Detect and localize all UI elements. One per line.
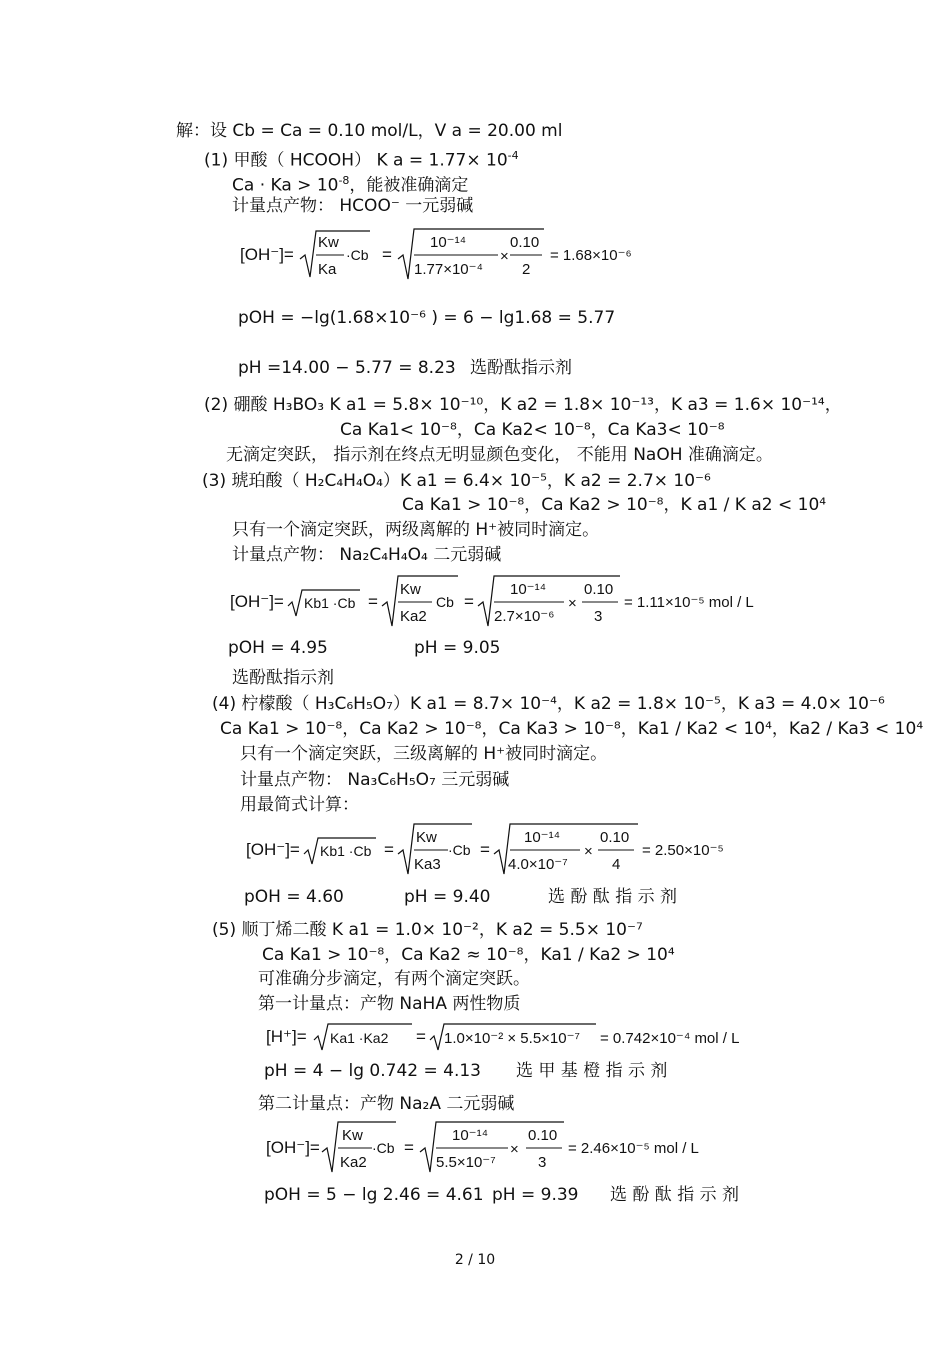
eq3-d: 3 [594,608,603,625]
part4-poh: pOH = 4.60 [244,887,344,907]
part5-conditions: Ca Ka1 > 10⁻⁸，Ca Ka2 ≈ 10⁻⁸，Ka1 / Ka2 > 10⁴ [262,945,675,965]
part1-condition-exp: -8 [338,174,350,187]
part5-stepwise: 可准确分步滴定，有两个滴定突跃。 [258,969,530,989]
part5-second-point: 第二计量点：产物 Na₂A 二元弱碱 [258,1094,515,1114]
eq3-num: 10⁻¹⁴ [510,581,547,598]
eq3-equals2: = [464,592,474,611]
equation-1 [238,225,658,290]
eq5a-inner2: 1.0×10⁻² × 5.5×10⁻⁷ [444,1030,580,1047]
equation-3 [228,572,788,637]
eq5a-equals: = [416,1027,426,1046]
eq5a-lhs: [H⁺]= [266,1027,307,1046]
eq4-result: = 2.50×10⁻⁵ [642,842,724,859]
part1-heading-exp: -4 [507,149,519,162]
part4-indicator: 选 酚 酞 指 示 剂 [548,887,678,907]
eq5b-d: 3 [538,1154,547,1171]
part3-conditions: Ca Ka1 > 10⁻⁸，Ca Ka2 > 10⁻⁸，K a1 / K a2 < 10⁴ [402,495,827,515]
eq4-cb: ·Cb [448,842,471,858]
part5-ph2: pH = 9.39 [492,1185,579,1205]
part1-indicator: 选酚酞指示剂 [470,358,572,378]
eq5b-den: 5.5×10⁻⁷ [436,1154,496,1171]
eq1-lhs: [OH⁻]= [240,245,294,264]
part1-product: 计量点产物： HCOO⁻ 一元弱碱 [232,196,474,216]
part3-indicator: 选酚酞指示剂 [232,668,334,688]
eq1-times: × [500,248,509,265]
part1-condition-a: Ca · Ka > 10 [232,175,339,196]
eq1-num: 10⁻¹⁴ [430,234,467,251]
eq4-equals1: = [384,840,394,859]
eq4-times: × [584,843,593,860]
part4-heading: (4) 柠檬酸（ H₃C₆H₅O₇）K a1 = 8.7× 10⁻⁴，K a2 = 1.8× 10⁻⁵，K a3 = 4.0× 10⁻⁶ [212,694,885,714]
part5-heading: (5) 顺丁烯二酸 K a1 = 1.0× 10⁻²，K a2 = 5.5× 10⁻⁷ [212,920,643,940]
part4-conditions: Ca Ka1 > 10⁻⁸，Ca Ka2 > 10⁻⁸，Ca Ka3 > 10⁻⁸，Ka1 / Ka2 < 10⁴，Ka2 / Ka3 < 10⁴ [220,719,924,739]
eq4-d: 4 [612,856,621,873]
part3-product: 计量点产物： Na₂C₄H₄O₄ 二元弱碱 [232,545,502,565]
part4-jump: 只有一个滴定突跃，三级离解的 H⁺被同时滴定。 [240,744,608,764]
equation-5b [264,1118,764,1183]
eq4-equals2: = [480,840,490,859]
eq5b-times: × [510,1141,519,1158]
eq1-ka: Ka [318,261,337,278]
part5-indicator1: 选 甲 基 橙 指 示 剂 [516,1061,668,1081]
part2-heading: (2) 硼酸 H₃BO₃ K a1 = 5.8× 10⁻¹⁰，K a2 = 1.8× 10⁻¹³，K a3 = 1.6× 10⁻¹⁴， [204,395,842,415]
part3-ph: pH = 9.05 [414,638,501,658]
part1-condition-b: ，能被准确滴定 [349,175,469,196]
part5-first-point: 第一计量点：产物 NaHA 两性物质 [258,994,521,1014]
eq3-equals1: = [368,592,378,611]
part4-product: 计量点产物： Na₃C₆H₅O₇ 三元弱碱 [240,770,510,790]
part2-conditions: Ca Ka1< 10⁻⁸，Ca Ka2< 10⁻⁸，Ca Ka3< 10⁻⁸ [340,420,725,440]
eq1-d: 2 [522,261,531,278]
eq5a-inner1: Ka1 ·Ka2 [330,1030,389,1046]
part1-condition [232,171,468,196]
part1-ph: pH =14.00 − 5.77 = 8.23 [238,358,456,378]
part4-method: 用最简式计算： [240,795,359,815]
part1-poh: pOH = −lg(1.68×10⁻⁶ ) = 6 − lg1.68 = 5.77 [238,308,616,328]
equation-4 [244,820,744,885]
eq3-cb: Cb [436,594,454,610]
intro-line: 解：设 Cb = Ca = 0.10 mol/L，V a = 20.00 ml [176,121,563,141]
eq4-ka: Ka3 [414,856,441,873]
eq1-kw: Kw [318,234,339,251]
part4-ph: pH = 9.40 [404,887,491,907]
part3-poh: pOH = 4.95 [228,638,328,658]
eq4-lhs: [OH⁻]= [246,840,300,859]
eq3-ka: Ka2 [400,608,427,625]
eq5b-num: 10⁻¹⁴ [452,1127,489,1144]
eq1-den: 1.77×10⁻⁴ [414,261,484,278]
eq1-equals: = [382,245,392,264]
eq1-cb: ·Cb [346,247,369,263]
eq5b-c: 0.10 [528,1127,558,1144]
part3-heading: (3) 琥珀酸（ H₂C₄H₄O₄）K a1 = 6.4× 10⁻⁵，K a2 = 2.7× 10⁻⁶ [202,471,711,491]
eq5b-ka: Ka2 [340,1154,367,1171]
eq5a-result: = 0.742×10⁻⁴ mol / L [600,1030,740,1047]
eq4-kw: Kw [416,829,437,846]
part1-heading-text: (1) 甲酸（ HCOOH） K a = 1.77× 10 [204,150,508,171]
eq4-c: 0.10 [600,829,630,846]
eq3-result: = 1.11×10⁻⁵ mol / L [624,594,754,611]
eq4-den: 4.0×10⁻⁷ [508,856,568,873]
eq5b-result: = 2.46×10⁻⁵ mol / L [568,1140,699,1157]
eq4-kb: Kb1 ·Cb [320,843,372,859]
part1-heading [204,146,519,171]
part5-poh2: pOH = 5 − lg 2.46 = 4.61 [264,1185,484,1205]
part5-ph1: pH = 4 − lg 0.742 = 4.13 [264,1061,481,1081]
eq5b-kw: Kw [342,1127,363,1144]
eq4-num: 10⁻¹⁴ [524,829,561,846]
part3-jump: 只有一个滴定突跃，两级离解的 H⁺被同时滴定。 [232,520,600,540]
eq5b-lhs: [OH⁻]= [266,1138,320,1157]
eq3-lhs: [OH⁻]= [230,592,284,611]
eq5b-cb: ·Cb [372,1140,395,1156]
part2-conclusion: 无滴定突跃， 指示剂在终点无明显颜色变化， 不能用 NaOH 准确滴定。 [226,445,773,465]
eq3-times: × [568,595,577,612]
eq3-c: 0.10 [584,581,614,598]
equation-5a [264,1020,764,1059]
eq1-result: = 1.68×10⁻⁶ [550,247,632,264]
eq5b-equals: = [404,1138,414,1157]
eq3-den: 2.7×10⁻⁶ [494,608,555,625]
page-number: 2 / 10 [454,1252,496,1268]
part5-indicator2: 选 酚 酞 指 示 剂 [610,1185,740,1205]
eq1-c: 0.10 [510,234,540,251]
eq3-kb: Kb1 ·Cb [304,595,356,611]
eq3-kw: Kw [400,581,421,598]
